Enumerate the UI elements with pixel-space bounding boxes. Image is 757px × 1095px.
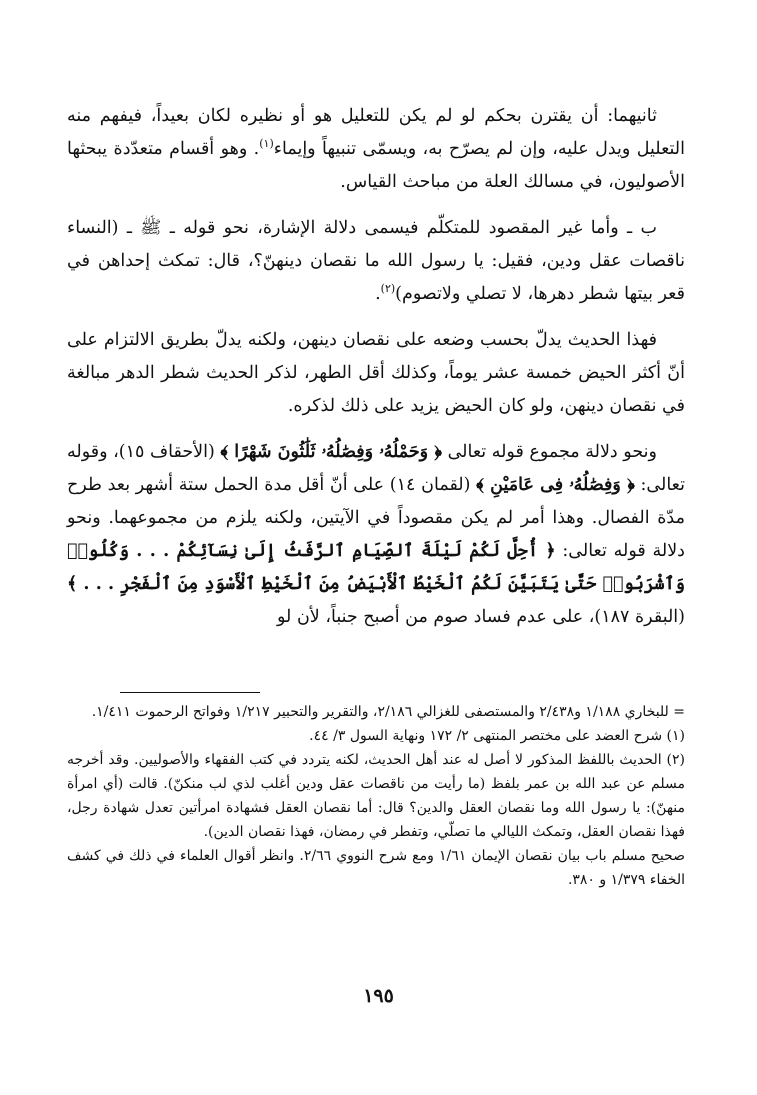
paragraph-4-text-a: ونحو دلالة مجموع قوله تعالى bbox=[447, 442, 657, 462]
footnote-ref-2: (٢) bbox=[380, 282, 396, 296]
paragraph-4 bbox=[67, 436, 685, 634]
main-text bbox=[67, 100, 685, 634]
paragraph-2-end: . bbox=[375, 284, 381, 304]
footnote-continuation: = للبخاري ١/١٨٨ و٢/٤٣٨ والمستصفى للغزالي ٢/١٨٦، والتقرير والتحبير ١/٢١٧ وفواتح الرحموت ١/٤١١. bbox=[91, 704, 685, 720]
paragraph-2 bbox=[67, 212, 685, 311]
paragraph-1 bbox=[67, 100, 685, 199]
footnote-ref-1: (١) bbox=[259, 137, 274, 151]
paragraph-4-text-c: (لقمان ١٤) على أنّ أقل مدة الحمل ستة أشهر بعد طرح مدّة الفصال. وهذا أمر لم يكن مقصوداً في الآيتين، ولكنه يلزم من مجموعهما. ونحو دلالة قوله تعالى: bbox=[67, 475, 685, 561]
footnote-2-source: صحيح مسلم باب بيان نقصان الإيمان ١/٦١ ومع شرح النووي ٢/٦٦. وانظر أقوال العلماء في ذلك في كشف الخفاء ١/٣٧٩ و ٣٨٠. bbox=[67, 848, 685, 888]
paragraph-4-text-d: (البقرة ١٨٧)، على عدم فساد صوم من أصبح جنباً، لأن لو bbox=[277, 607, 685, 627]
footnote-1: (١) شرح العضد على مختصر المنتهى ٢/ ١٧٢ ونهاية السول ٣/ ٤٤. bbox=[309, 728, 685, 744]
paragraph-1-text-end: . وهو أقسام متعدّدة يبحثها الأصوليون، في مسالك العلة من مباحث القياس. bbox=[67, 139, 685, 192]
paragraph-3 bbox=[67, 324, 685, 423]
paragraph-1-text: ثانيهما: أن يقترن بحكم لو لم يكن للتعليل هو أو نظيره لكان بعيداً، فيفهم منه التعليل ويدل عليه، وإن لم يصرّح به، ويسمّى تنبيهاً وإيماء bbox=[67, 106, 685, 159]
paragraph-2-text: ب ـ وأما غير المقصود للمتكلّم فيسمى دلالة الإشارة، نحو قوله ـ ﷺ ـ (النساء ناقصات عقل ودين، فقيل: يا رسول الله ما نقصان دينهنّ؟، قال: تمكث إحداهن في قعر بيتها شطر دهرها، لا تصلي ولاتصوم) bbox=[67, 218, 685, 304]
footnote-2: (٢) الحديث باللفظ المذكور لا أصل له عند أهل الحديث، لكنه يتردد في كتب الفقهاء والأصوليين. وقد أخرجه مسلم عن عبد الله بن عمر بلفظ (ما رأيت من ناقصات عقل ودين أغلب لذي لب منكنّ). قالت (أي امرأة منهنّ): يا رسول الله وما نقصان العقل والدين؟ قال: أما نقصان العقل فشهادة امرأتين تعدل شهادة رجل، فهذا نقصان العقل، وتمكث الليالي ما تصلّي، وتفطر في رمضان، فهذا نقصان الدين). bbox=[67, 752, 685, 840]
quran-verse-ahqaf: ﴿ وَحَمْلُهُۥ وَفِصَٰلُهُۥ ثَلَٰثُونَ شَهْرًا ﴾ bbox=[220, 442, 442, 462]
quran-verse-luqman: ﴿ وَفِصَٰلُهُۥ فِى عَامَيْنِ ﴾ bbox=[476, 475, 635, 495]
quran-verse-baqara: ﴿ أُحِلَّ لَكُمْ لَيْلَةَ ٱلصِّيَامِ ٱلرَّفَثُ إِلَىٰ نِسَآئِكُمْ . . . وَكُلُوا۟ وَٱشْرَبُوا۟ حَتَّىٰ يَتَبَيَّنَ لَكُمُ ٱلْخَيْطُ ٱلْأَبْيَضُ مِنَ ٱلْخَيْطِ ٱلْأَسْوَدِ مِنَ ٱلْفَجْرِ . . . ﴾ bbox=[67, 541, 685, 594]
footnotes bbox=[67, 700, 685, 892]
footnote-divider bbox=[120, 692, 260, 693]
paragraph-4-text-b: (الأحقاف ١٥)، وقوله تعالى: bbox=[67, 442, 685, 495]
paragraph-3-text: فهذا الحديث يدلّ بحسب وضعه على نقصان دينهن، ولكنه يدلّ بطريق الالتزام على أنّ أكثر الحيض خمسة عشر يوماً، وكذلك أقل الطهر، لذكر الحديث شطر الدهر مبالغة في نقصان دينهن، ولو كان الحيض يزيد على ذلك لذكره. bbox=[67, 330, 685, 416]
page-number: ١٩٥ bbox=[363, 985, 394, 1007]
